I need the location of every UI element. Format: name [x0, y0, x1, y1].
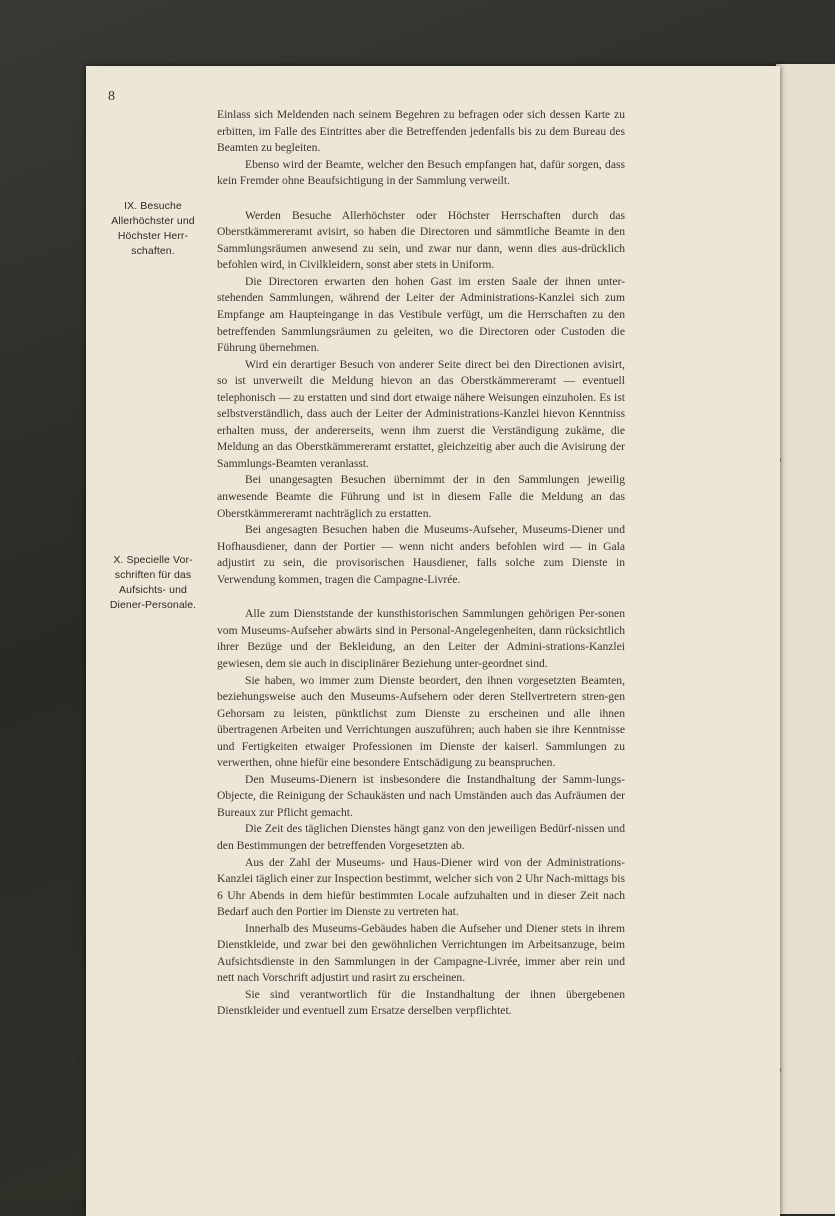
paragraph: Sie haben, wo immer zum Dienste beordert, den ihnen vorgesetzten Beamten, beziehungsweise auch den Museums-Aufsehern oder deren Stellvertretern stren-gen Gehorsam zu leisten, pünktlichst zum Dienste zu erscheinen und alle ihnen übertragenen Arbeiten und Verrichtungen auszuführen; auch haben sie ihre Kenntnisse und Fertigkeiten etwaiger Professionen im Dienste der kaiserl. Sammlungen zu verwerthen, ohne hiefür eine besondere Entschädigung zu beanspruchen. — [217, 673, 625, 770]
paragraph: Die Zeit des täglichen Dienstes hängt ganz von den jeweiligen Bedürf-nissen und den Bestimmungen der betreffenden Vorgesetzten ab. — [217, 822, 625, 852]
page-number: 8 — [108, 89, 115, 104]
paragraph: Aus der Zahl der Museums- und Haus-Diener wird von der Administrations-Kanzlei täglich einer zur Inspection bestimmt, welcher sich von 2 Uhr Nach-mittags bis 6 Uhr Abends in dem hiefür bestimmten Locale aufzuhalten und in dieser Zeit nach Bedarf auch den Portier im Dienste zu vertreten hat. — [217, 855, 625, 919]
next-page-edge — [776, 64, 835, 1214]
paragraph: Ebenso wird der Beamte, welcher den Besuch empfangen hat, dafür sorgen, dass kein Fremder ohne Beaufsichtigung in der Sammlung verweilt. — [217, 157, 625, 188]
sidenote-ix: IX. Besuche Allerhöchster und Höchster Herr-schaften. — [111, 200, 195, 257]
paragraph: Innerhalb des Museums-Gebäudes haben die Aufseher und Diener stets in ihrem Dienstkleide, und zwar bei den gewöhnlichen Verrichtungen im Arbeitsanzuge, beim Aufsichtsdienste in den Sammlungen in der Campagne-Livrée, immer aber rein und nett nach Vorschrift adjustirt und rasirt zu erscheinen. — [217, 921, 625, 985]
paragraph: Bei angesagten Besuchen haben die Museums-Aufseher, Museums-Diener und Hofhausdiener, dann der Portier — wenn nicht anders befohlen wird — in Gala adjustirt zu sein, die provisorischen Hausdiener, falls solche zum Dienste in Verwendung kommen, tragen die Campagne-Livrée. — [217, 523, 625, 586]
paragraph: Werden Besuche Allerhöchster oder Höchster Herrschaften durch das Oberstkämmereramt avisirt, so haben die Directoren und sämmtliche Beamte in den Sammlungsräumen anwesend zu sein, und zwar nur dann, wenn dies aus-drücklich befohlen wird, in Civilkleidern, sonst aber stets in Uniform. — [217, 208, 625, 272]
main-text-column — [217, 107, 625, 1020]
paragraph: Den Museums-Dienern ist insbesondere die Instandhaltung der Samm-lungs-Objecte, die Reinigung der Schaukästen und nach Umständen auch das Aufräumen der Bureaux zur Pflicht gemacht. — [217, 772, 625, 819]
paragraph: Sie sind verantwortlich für die Instandhaltung der ihnen übergebenen Dienstkleider und eventuell zum Ersatze derselben verpflichtet. — [217, 987, 625, 1018]
paragraph: Einlass sich Meldenden nach seinem Begehren zu befragen oder sich dessen Karte zu erbitten, im Falle des Eintrittes aber die Betreffenden jedenfalls bis zu dem Bureau des Beamten zu begleiten. — [217, 108, 625, 155]
sidenote-x: X. Specielle Vor-schriften für das Aufsichts- und Diener-Personale. — [109, 554, 197, 611]
paragraph: Bei unangesagten Besuchen übernimmt der in den Sammlungen jeweilig anwesende Beamte die Führung und ist in diesem Falle die Meldung an das Oberstkämmereramt nachträglich zu erstatten. — [217, 473, 625, 520]
paragraph: Alle zum Dienststande der kunsthistorischen Sammlungen gehörigen Per-sonen vom Museums-Aufseher abwärts sind in Personal-Angelegenheiten, dann rücksichtlich ihrer Bezüge und der Bekleidung, an den Leiter der Admini-strations-Kanzlei gewiesen, dem sie auch in disciplinärer Beziehung unter-geordnet sind. — [217, 607, 625, 670]
paragraph: Die Directoren erwarten den hohen Gast im ersten Saale der ihnen unter-stehenden Sammlungen, während der Leiter der Administrations-Kanzlei sich zum Empfange am Haupteingange in das Vestibule verfügt, um die Herrschaften zu den betreffenden Sammlungsräumen zu geleiten, wo die Directoren oder Custoden die Führung übernehmen. — [217, 274, 625, 355]
paragraph: Wird ein derartiger Besuch von anderer Seite direct bei den Directionen avisirt, so ist unverweilt die Meldung hievon an das Oberstkämmereramt — eventuell telephonisch — zu erstatten und sind dort etwaige nähere Weisungen einzuholen. Es ist selbstverständlich, dass auch der Leiter der Administrations-Kanzlei hievon Kenntniss erhalten muss, der andererseits, wenn ihm zuerst die Verständigung zukäme, die Meldung an das Oberstkämmereramt erstattet, gleichzeitig aber auch die Avisirung der Sammlungs-Beamten veranlasst. — [217, 357, 625, 470]
